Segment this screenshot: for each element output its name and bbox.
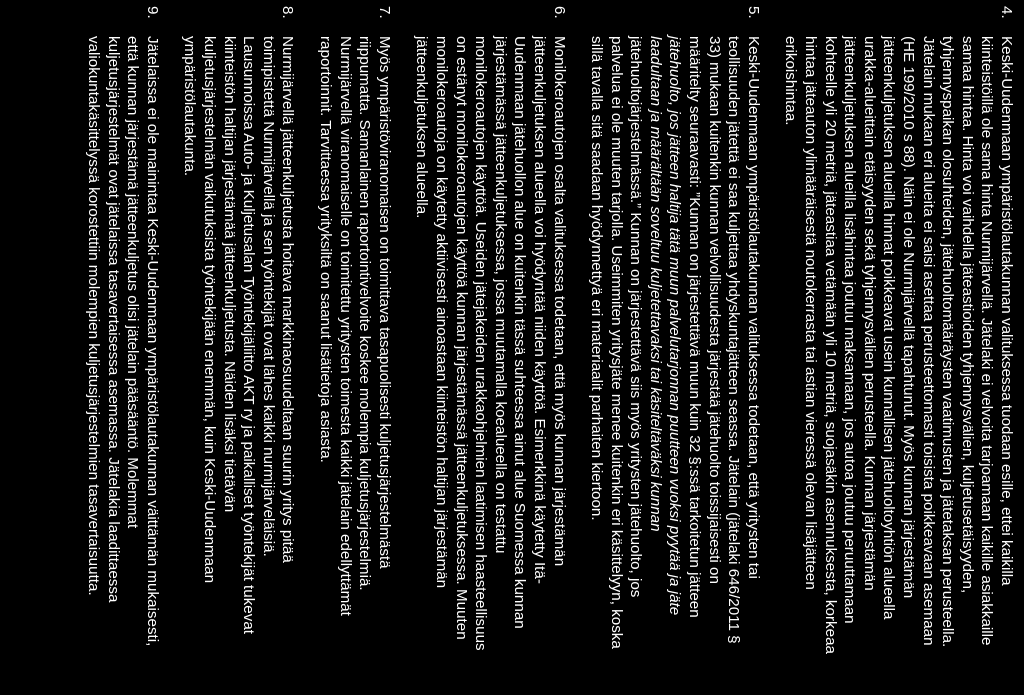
- text-line: Nurmijärvellä viranomaiselle on toimitettu yritysten toimesta kaikki jätelain edellyttämät: [336, 36, 354, 616]
- text-line: Jätelaissa ei ole mainintaa Keski-Uudenmaan ympäristölautakunnan väittämän mukaisesti,: [143, 36, 161, 647]
- paragraph-number: 6.: [550, 6, 568, 19]
- paragraph-text: [315, 36, 393, 691]
- text-line: Keski-Uudenmaan ympäristölautakunnan valituksessa todetaan, että yritysten tai: [744, 36, 762, 579]
- paragraph-text: [781, 36, 1016, 691]
- text-line: jätteenkuljetuksen alueella voi hyödyntää niiden käyttöä. Esimerkkinä käytetty Itä-: [530, 36, 548, 584]
- text-line: valiokuntakäsittelyssä korostettiin molempien kuljetusjärjestelmien tasavertaisuutta.: [85, 36, 103, 596]
- text-line: riippumatta. Samanlainen raportointivelvoite koskee molempia kuljetusjärjestelmiä.: [356, 36, 374, 591]
- paragraph-text: [412, 36, 569, 691]
- text-line: jätehuoltojärjestelmässä.” Kunnan on järjestettävä siis myös yritysten jätehuolto, jos: [627, 36, 645, 598]
- text-line: samaa hintaa. Hinta voi vaihdella jäteastioiden tyhjennysvälien, kuljetusetäisyyden,: [958, 36, 976, 594]
- text-line: Lausunnoissa Auto- ja Kuljetusalan Työntekijäliitto AKT ry ja paikalliset työntekijät tukevat: [240, 36, 258, 634]
- text-line: määritelty seuraavasti: ”Kunnan on järjestettävä muun kuin 32 §:ssä tarkoitetun jätteen: [686, 36, 704, 618]
- paragraph-text: [83, 36, 161, 691]
- text-line: on estänyt monilokeroautojen käyttöä kunnan järjestämässä jätteenkuljetuksessa. Muuten: [452, 36, 470, 640]
- quote-line: jätehuolto, jos jätteen haltija tätä muun palvelutarjonnan puutteen vuoksi pyytää ja jäte: [666, 36, 684, 616]
- text-line: Myös ympäristöviranomaisen on toimittava tasapuolisesti kuljetusjärjestelmästä: [375, 36, 393, 569]
- text-line: tyhjennyspaikan olosuhteiden, jätehuoltomääräysten vaatimusten ja jätetaksan perusteella.: [939, 36, 957, 648]
- paragraph-5: [587, 2, 763, 691]
- text-line: hintaa jäteauton ylimääräisestä noutokerrasta tai astian vieressä olevan lisäjätteen: [802, 36, 820, 590]
- text-line: kohteelle yli 20 metriä, jäteastiaa vetämään yli 10 metriä, suojasäkin asennuksesta, korkeaa: [821, 36, 839, 654]
- text-line: 33) mukaan kuitenkin kunnan velvollisuudesta järjestää jätehuolto toissijaisesti on: [705, 36, 723, 584]
- text-line: jätteenkuljetuksen alueilla lisähintaa joutuu maksamaan, jos autoa joutuu peruuttamaan: [841, 36, 859, 624]
- paragraph-9: [83, 2, 161, 691]
- text-line: urakka-alueittain etäisyyden sekä tyhjennysvälien perusteella. Kunnan järjestämän: [860, 36, 878, 591]
- paragraph-number: 9.: [143, 6, 161, 19]
- text-line: jätteenkuljetuksen alueilla hinnat poikkeavat usein kunnallisen jätehuoltoyhtiön alueella: [880, 36, 898, 620]
- quote-line: laadultaan ja määrältään soveltuu kuljetettavaksi tai käsiteltäväksi kunnan: [646, 36, 664, 532]
- text-line: Keski-Uudenmaan ympäristölautakunnan valituksessa tuodaan esille, ettei kaikilla: [998, 36, 1015, 586]
- paragraph-7: [315, 2, 393, 691]
- text-line: raportoinnit. Tarvittaessa yrityksiltä on saanut lisätietoja asiasta.: [317, 36, 334, 463]
- text-line: (HE 199/2010 s 88). Näin ei ole Nurmijärvellä tapahtunut. Myös kunnan järjestämän: [900, 36, 918, 599]
- text-line: ympäristölautakunta.: [181, 36, 199, 177]
- text-line: palvelua ei ole muuten tarjolla. Useimmiten yritysjäte menee kuitenkin eri käsittelyyn, koska: [607, 36, 625, 649]
- text-line: Monilokeroautojen osalta valituksessa todetaan, että myös kunnan järjestämän: [550, 36, 568, 567]
- text-line: kiinteistön haltijan järjestämää jätteenkuljetusta. Näiden lisäksi tietävän: [220, 36, 238, 513]
- text-line: kuljetusjärjestelmän vaikutuksista työntekijään enemmän, kuin Keski-Uudenmaan: [201, 36, 219, 584]
- text-line: Jätelain mukaan eri alueita ei saisi asettaa perusteettomasti toisista poikkeavaan asemaan: [919, 36, 937, 646]
- text-line: toimipistettä Nurmijärvellä ja sen työntekijät ovat lähes kaikki nurmijärveläisiä.: [259, 36, 277, 557]
- paragraph-text: [180, 36, 298, 691]
- text-line: jätteenkuljetuksen alueella.: [413, 36, 431, 219]
- text-line: järjestämässä jätteenkuljetuksessa, jossa muutamalla koealueella on testattu: [491, 36, 509, 554]
- paragraph-8: [180, 2, 298, 691]
- text-line: kiinteistöillä ole sama hinta Nurmijärvellä. Jätelaki ei velvoita tarjoamaan kaikille asiakkaille: [978, 36, 996, 646]
- text-line: sillä tavalla sitä saadaan hyödynnettyä eri materiaalit parhaiten kiertoon.: [588, 36, 606, 521]
- paragraph-text: [587, 36, 763, 691]
- text-line: että kunnan järjestämä jätteenkuljetus olisi jätelain pääsääntö. Molemmat: [124, 36, 142, 529]
- text-line: erikoishintaa.: [782, 36, 800, 126]
- paragraph-number: 8.: [279, 6, 297, 19]
- text-line: teollisuuden jätettä ei saa kuljettaa yhdyskuntajätteen seassa. Jätelain (jätelaki 646/2011 §: [725, 36, 743, 644]
- text-line: Nurmijärvellä jätteenkuljetusta hoitava markkinaosuudeltaan suurin yritys pitää: [279, 36, 297, 563]
- text-line: Uudenmaan jätehuollon alue on kuitenkin tässä suhteessa ainut alue Suomessa kunnan: [511, 36, 529, 629]
- paragraph-6: [412, 2, 569, 691]
- paragraph-number: 5.: [744, 6, 762, 19]
- paragraph-number: 7.: [375, 6, 393, 19]
- text-line: monilokeroautojen käyttöä. Useiden jätejakeiden urakkaohjelmien laatimisen haasteellisuus: [472, 36, 490, 651]
- text-line: kuljetusjärjestelmät ovat jätelaissa tasavertaisessa asemassa. Jätelakia laadittaessa: [104, 36, 122, 603]
- paragraph-number: 4.: [998, 6, 1015, 19]
- paragraph-4: [781, 2, 1016, 691]
- text-line: monilokeroautoja on käytetty aktiivisesti ainoastaan kiinteistön haltijan järjestämän: [432, 36, 450, 589]
